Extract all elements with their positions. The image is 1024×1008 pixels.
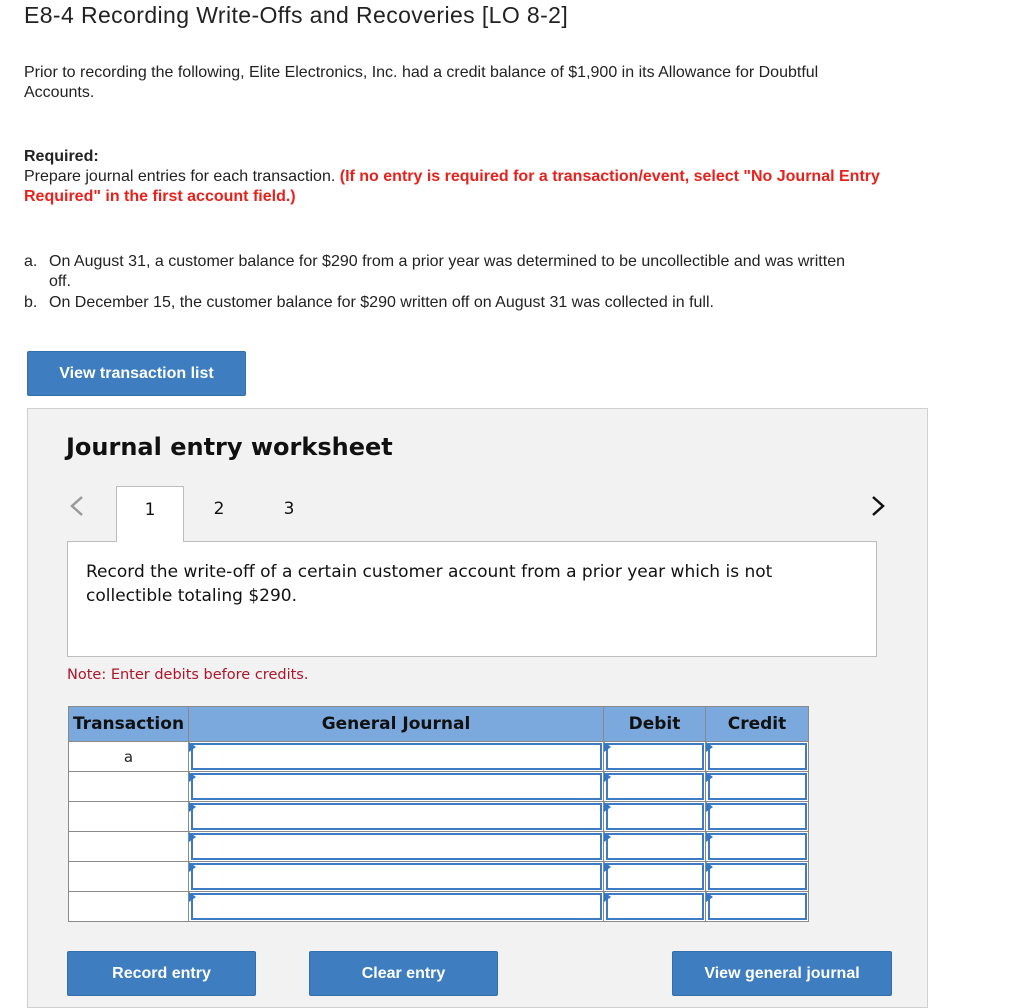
dropdown-triangle-icon: [706, 742, 713, 752]
dropdown-triangle-icon: [706, 772, 713, 782]
dropdown-triangle-icon: [604, 742, 611, 752]
debit-input[interactable]: [606, 803, 704, 830]
credit-header: Credit: [706, 707, 809, 742]
debit-input[interactable]: [606, 743, 704, 770]
credit-cell: [706, 892, 809, 922]
debit-input[interactable]: [606, 773, 704, 800]
dropdown-triangle-icon: [189, 802, 196, 812]
required-instructions: Prepare journal entries for each transaction.: [24, 168, 340, 185]
account-cell: [189, 892, 604, 922]
debit-input[interactable]: [606, 893, 704, 920]
account-cell: [189, 772, 604, 802]
debit-cell: [604, 832, 706, 862]
transaction-text: On August 31, a customer balance for $290 from a prior year was determined to be uncollectible and was written off.: [49, 253, 845, 290]
debit-cell: [604, 892, 706, 922]
dropdown-triangle-icon: [604, 802, 611, 812]
transaction-cell: [69, 802, 189, 832]
transaction-item: [24, 293, 864, 313]
account-cell: [189, 832, 604, 862]
transaction-cell: [69, 892, 189, 922]
debit-cell: [604, 772, 706, 802]
dropdown-triangle-icon: [706, 832, 713, 842]
page-title: E8-4 Recording Write-Offs and Recoveries [LO 8-2]: [24, 2, 569, 28]
debit-cell: [604, 802, 706, 832]
account-select[interactable]: [191, 743, 602, 770]
dropdown-triangle-icon: [604, 772, 611, 782]
table-row: [69, 802, 809, 832]
dropdown-triangle-icon: [189, 892, 196, 902]
dropdown-triangle-icon: [706, 892, 713, 902]
account-cell: [189, 742, 604, 772]
transaction-letter: b.: [24, 294, 38, 311]
table-row: [69, 742, 809, 772]
table-row: [69, 772, 809, 802]
required-heading: Required:: [24, 148, 99, 165]
debit-input[interactable]: [606, 833, 704, 860]
transaction-cell: [69, 862, 189, 892]
credit-cell: [706, 832, 809, 862]
transaction-cell: [69, 772, 189, 802]
intro-text: Prior to recording the following, Elite Electronics, Inc. had a credit balance of $1,900 in its Allowance for Doubtful Accounts.: [24, 64, 819, 101]
dropdown-triangle-icon: [706, 862, 713, 872]
credit-input[interactable]: [708, 773, 807, 800]
credit-cell: [706, 802, 809, 832]
credit-cell: [706, 772, 809, 802]
transaction-cell: a: [69, 742, 189, 772]
dropdown-triangle-icon: [189, 832, 196, 842]
debit-cell: [604, 862, 706, 892]
dropdown-triangle-icon: [189, 742, 196, 752]
debits-note: Note: Enter debits before credits.: [67, 667, 309, 683]
dropdown-triangle-icon: [604, 862, 611, 872]
dropdown-triangle-icon: [604, 832, 611, 842]
credit-cell: [706, 742, 809, 772]
table-row: [69, 892, 809, 922]
dropdown-triangle-icon: [189, 862, 196, 872]
credit-cell: [706, 862, 809, 892]
journal-table-header: [69, 707, 809, 742]
worksheet-title: Journal entry worksheet: [66, 433, 393, 461]
debit-cell: [604, 742, 706, 772]
credit-input[interactable]: [708, 893, 807, 920]
debit-input[interactable]: [606, 863, 704, 890]
account-select[interactable]: [191, 863, 602, 890]
account-select[interactable]: [191, 803, 602, 830]
record-entry-button[interactable]: Record entry: [67, 951, 256, 996]
worksheet-tab-2[interactable]: 2: [213, 499, 225, 519]
chevron-right-icon[interactable]: [866, 488, 890, 524]
table-row: [69, 832, 809, 862]
credit-input[interactable]: [708, 803, 807, 830]
general-journal-header: General Journal: [189, 707, 604, 742]
credit-input[interactable]: [708, 833, 807, 860]
credit-input[interactable]: [708, 743, 807, 770]
account-select[interactable]: [191, 833, 602, 860]
credit-input[interactable]: [708, 863, 807, 890]
clear-entry-button[interactable]: Clear entry: [309, 951, 498, 996]
entry-description: Record the write-off of a certain customer account from a prior year which is not collectible totaling $290.: [86, 562, 773, 606]
worksheet-tab-3[interactable]: 3: [283, 499, 295, 519]
dropdown-triangle-icon: [706, 802, 713, 812]
chevron-left-icon[interactable]: [66, 488, 90, 524]
required-note: (If no entry is required for a transaction/event, select "No Journal Entry Required" in the first account field.): [24, 168, 880, 205]
journal-table: [68, 706, 809, 922]
view-transaction-list-button[interactable]: View transaction list: [27, 351, 246, 396]
transaction-cell: [69, 832, 189, 862]
table-row: [69, 862, 809, 892]
transaction-item: [24, 252, 864, 292]
account-cell: [189, 862, 604, 892]
view-general-journal-button[interactable]: View general journal: [672, 951, 892, 996]
required-text: [24, 167, 884, 207]
transaction-letter: a.: [24, 253, 38, 270]
dropdown-triangle-icon: [604, 892, 611, 902]
account-select[interactable]: [191, 773, 602, 800]
account-select[interactable]: [191, 893, 602, 920]
account-cell: [189, 802, 604, 832]
debit-header: Debit: [604, 707, 706, 742]
transaction-text: On December 15, the customer balance for $290 written off on August 31 was collected in full.: [49, 294, 714, 311]
worksheet-tab-1[interactable]: 1: [116, 486, 184, 542]
transaction-header: Transaction: [69, 707, 189, 742]
dropdown-triangle-icon: [189, 772, 196, 782]
